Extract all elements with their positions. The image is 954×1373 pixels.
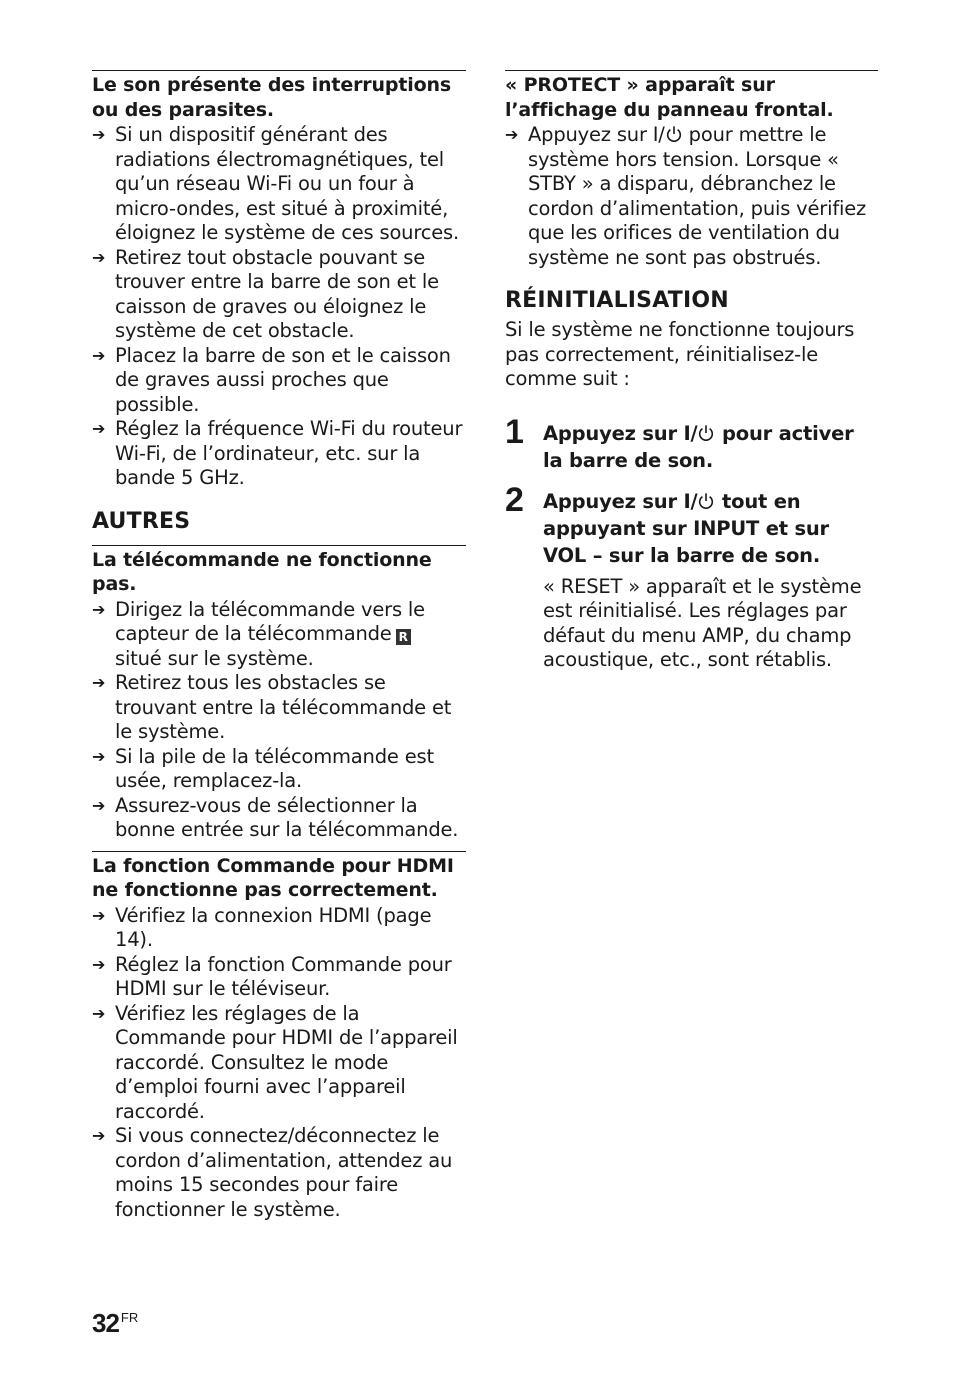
reset-intro: Si le système ne fonctionne toujours pas correctement, réinitialisez-le comme suit : <box>505 318 855 390</box>
section-heading-autres: AUTRES <box>92 508 191 534</box>
section-heading-reinitialisation: RÉINITIALISATION <box>505 288 729 313</box>
topic-remote-not-working <box>92 545 466 843</box>
topic-title: Le son présente des interruptions ou des parasites. <box>92 74 452 121</box>
list-item: ➔ Placez la barre de son et le caisson de graves aussi proches que possible. <box>92 343 451 416</box>
step-note: « RESET » apparaît et le système est réinitialisé. Les réglages par défaut du menu AMP, du champ acoustique, etc., sont rétablis. <box>543 574 862 671</box>
arrow-right-icon: ➔ <box>92 905 106 925</box>
step-1 <box>505 412 878 474</box>
arrow-right-icon: ➔ <box>92 247 106 267</box>
list-item: ➔ Vérifiez la connexion HDMI (page 14). <box>92 903 432 951</box>
arrow-right-icon: ➔ <box>92 599 106 619</box>
arrow-right-icon: ➔ <box>92 1003 106 1023</box>
remote-sensor-icon: R <box>396 629 411 645</box>
arrow-right-icon: ➔ <box>505 125 519 144</box>
arrow-right-icon: ➔ <box>92 746 106 766</box>
step-text: Appuyez sur I/ pour activer la barre de son. <box>543 421 854 472</box>
bullet-list <box>505 123 878 270</box>
list-item: ➔ Dirigez la télécommande vers le capteur de la télécommande R situé sur le système. <box>92 597 425 670</box>
topic-hdmi-control <box>92 851 466 1223</box>
step-number: 1 <box>505 412 524 451</box>
list-item: ➔ Retirez tous les obstacles se trouvant entre la télécommande et le système. <box>92 671 452 743</box>
list-item: ➔ Si vous connectez/déconnectez le cordon d’alimentation, attendez au moins 15 secondes pour faire fonctionner le système. <box>92 1124 453 1221</box>
step-number: 2 <box>505 480 524 519</box>
right-column <box>505 70 878 673</box>
topic-sound-interruptions <box>92 70 466 491</box>
topic-title: La télécommande ne fonctionne pas. <box>92 548 432 595</box>
list-item: ➔ Appuyez sur I/ pour mettre le système hors tension. Lorsque « STBY » a disparu, débranchez le cordon d’alimentation, puis vérifiez que les orifices de ventilation du système ne sont pas obstrués. <box>505 123 867 269</box>
step-text: Appuyez sur I/ tout en appuyant sur INPUT et sur VOL – sur la barre de son. <box>543 489 829 567</box>
bullet-list <box>92 123 466 491</box>
power-icon <box>697 492 715 510</box>
power-icon <box>665 125 683 143</box>
list-item: ➔ Réglez la fréquence Wi-Fi du routeur Wi-Fi, de l’ordinateur, etc. sur la bande 5 GHz. <box>92 417 463 489</box>
list-item: ➔ Vérifiez les réglages de la Commande pour HDMI de l’appareil raccordé. Consultez le mode d’emploi fourni avec l’appareil raccordé. <box>92 1001 458 1123</box>
page-language-suffix: FR <box>120 1310 139 1325</box>
list-item: ➔ Si la pile de la télécommande est usée, remplacez-la. <box>92 744 434 792</box>
arrow-right-icon: ➔ <box>92 795 106 815</box>
arrow-right-icon: ➔ <box>92 345 106 365</box>
topic-title: « PROTECT » apparaît sur l’affichage du panneau frontal. <box>505 74 834 121</box>
list-item: ➔ Assurez-vous de sélectionner la bonne entrée sur la télécommande. <box>92 793 459 841</box>
list-item: ➔ Si un dispositif générant des radiations électromagnétiques, tel qu’un réseau Wi-Fi ou un four à micro-ondes, est situé à proximité, éloignez le système de ces sources. <box>92 123 460 244</box>
bullet-list <box>92 598 466 843</box>
topic-protect <box>505 70 878 270</box>
power-icon <box>697 424 715 442</box>
arrow-right-icon: ➔ <box>92 1126 106 1145</box>
arrow-right-icon: ➔ <box>92 125 106 144</box>
list-item: ➔ Retirez tout obstacle pouvant se trouver entre la barre de son et le caisson de graves ou éloignez le système de cet obstacle. <box>92 245 439 342</box>
bullet-list <box>92 904 466 1223</box>
list-item: ➔ Réglez la fonction Commande pour HDMI sur le téléviseur. <box>92 952 452 1000</box>
left-column <box>92 70 466 1222</box>
step-2 <box>505 480 878 673</box>
topic-title: La fonction Commande pour HDMI ne fonctionne pas correctement. <box>92 854 454 901</box>
page-number: 32 $^{FR}$ <box>92 1308 139 1338</box>
arrow-right-icon: ➔ <box>92 419 106 438</box>
arrow-right-icon: ➔ <box>92 673 106 692</box>
arrow-right-icon: ➔ <box>92 954 106 974</box>
